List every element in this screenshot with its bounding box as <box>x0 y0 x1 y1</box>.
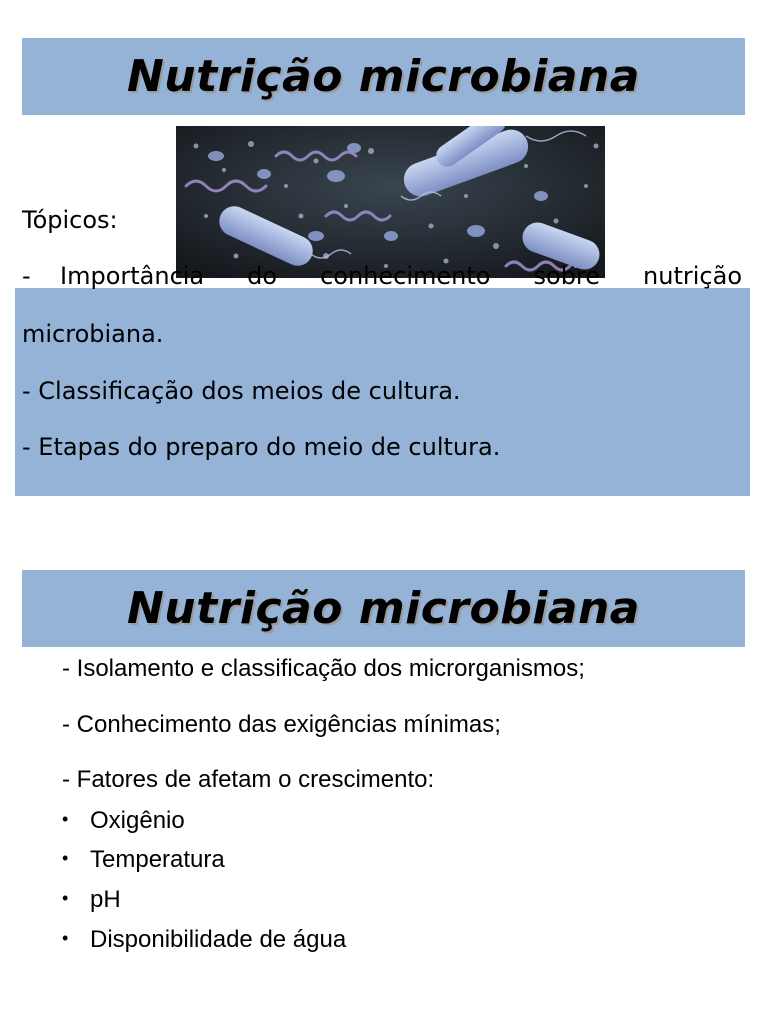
bullet-icon: • <box>62 848 69 868</box>
slide-1-title-bar <box>22 38 745 115</box>
topic-2: - Classificação dos meios de cultura. <box>22 377 461 405</box>
topic-1-word: nutrição <box>643 262 742 290</box>
bullet-label: Oxigênio <box>90 807 185 834</box>
bullet-item <box>62 886 121 914</box>
bullet-item <box>62 926 346 954</box>
topic-1-line <box>60 262 742 290</box>
slide-2 <box>0 512 768 1024</box>
slide-2-title-bar <box>22 570 745 647</box>
bacteria-illustration <box>176 126 605 278</box>
bullet-label: Temperatura <box>90 846 225 873</box>
topics-label: Tópicos: <box>22 206 118 234</box>
topic-1-word: conhecimento <box>320 262 491 290</box>
text-line: - Isolamento e classificação dos microrganismos; <box>62 655 585 682</box>
bullet-item <box>62 846 225 874</box>
slide-2-title: Nutrição microbiana <box>126 583 640 634</box>
topic-1-dash: - <box>22 262 31 290</box>
bullet-icon: • <box>62 888 69 908</box>
bullet-item <box>62 807 185 835</box>
bullet-label: pH <box>90 886 121 913</box>
bullet-icon: • <box>62 928 69 948</box>
bullet-label: Disponibilidade de água <box>90 926 347 953</box>
text-line: - Fatores de afetam o crescimento: <box>62 766 435 793</box>
bullet-icon: • <box>62 809 69 829</box>
slide-1-title: Nutrição microbiana <box>126 51 640 102</box>
topic-1-word: sobre <box>533 262 601 290</box>
topic-1-word: do <box>247 262 278 290</box>
text-line: - Conhecimento das exigências mínimas; <box>62 711 501 738</box>
topic-1-continuation: microbiana. <box>22 320 164 348</box>
topic-1-word: Importância <box>60 262 205 290</box>
topic-3: - Etapas do preparo do meio de cultura. <box>22 433 501 461</box>
bacteria-micrograph-image <box>176 126 605 278</box>
